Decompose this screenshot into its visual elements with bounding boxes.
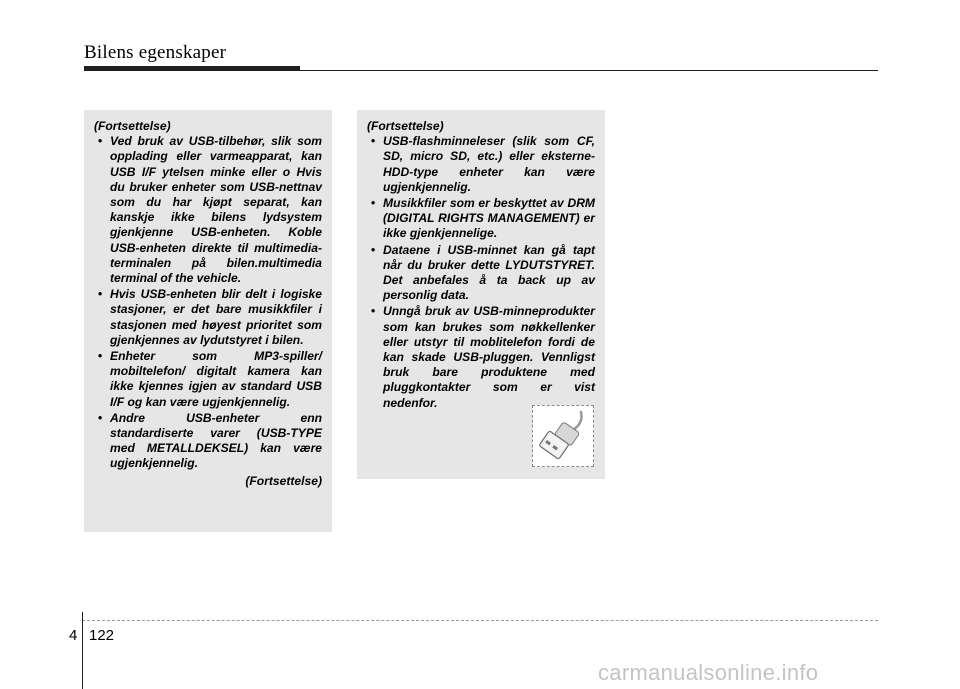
list-item: • Unngå bruk av USB-minneprodukter som kan brukes som nøkkellenker eller utstyr til moblitelefon fordi de kan skade USB-pluggen. Vennligst bruk bare produktene med pluggkontakter som er vist nedenfor. [367, 304, 595, 410]
chapter-number: 4 [69, 627, 78, 644]
list-item: • Musikkfiler som er beskyttet av DRM (DIGITAL RIGHTS MANAGEMENT) er ikke gjenkjennelige. [367, 196, 595, 242]
usb-plug-image [532, 405, 594, 467]
list-item: • Andre USB-enheter enn standardiserte varer (USB-TYPE med METALLDEKSEL) kan være ugjenkjennelig. [94, 411, 322, 472]
footer-divider [82, 612, 83, 689]
bullet-list-right [367, 134, 595, 411]
bullet-list-left [94, 134, 322, 471]
header-rule-thin [300, 70, 878, 71]
box-heading-left: (Fortsettelse) [94, 119, 171, 133]
box-heading-right: (Fortsettelse) [367, 119, 444, 133]
list-item: • Enheter som MP3-spiller/ mobiltelefon/ digitalt kamera kan ikke kjennes igjen av standard USB I/F og kan være ugjenkjennelig. [94, 349, 322, 410]
caution-box-left [84, 110, 332, 532]
list-item: • Dataene i USB-minnet kan gå tapt når du bruker dette LYDUTSTYRET. Det anbefales å ta back up av personlig data. [367, 243, 595, 304]
list-item: • USB-flashminneleser (slik som CF, SD, micro SD, etc.) eller eksterne-HDD-type enheter kan være ugjenkjennelig. [367, 134, 595, 195]
list-item: • Hvis USB-enheten blir delt i logiske stasjoner, er det bare musikkfiler i stasjonen med høyest prioritet som gjenkjennes av lydutstyret i bilen. [94, 287, 322, 348]
continued-label: (Fortsettelse) [245, 473, 322, 488]
watermark-text: carmanualsonline.info [598, 660, 819, 685]
list-item: • Ved bruk av USB-tilbehør, slik som opplading eller varmeapparat, kan USB I/F ytelsen minke eller o Hvis du bruker enheter som USB-nettnav som du har kjøpt separat, kan kanskje ikke bilens lydsystem gjenkjenne USB-enheten. Koble USB-enheten direkte til multimedia-terminalen på bilen.multimedia terminal of the vehicle. [94, 134, 322, 286]
footer-rule [82, 620, 878, 621]
header-rule-thick [84, 66, 300, 71]
usb-plug-icon [533, 406, 593, 466]
page-section-title: Bilens egenskaper [84, 42, 227, 63]
page-number: 122 [89, 627, 115, 644]
